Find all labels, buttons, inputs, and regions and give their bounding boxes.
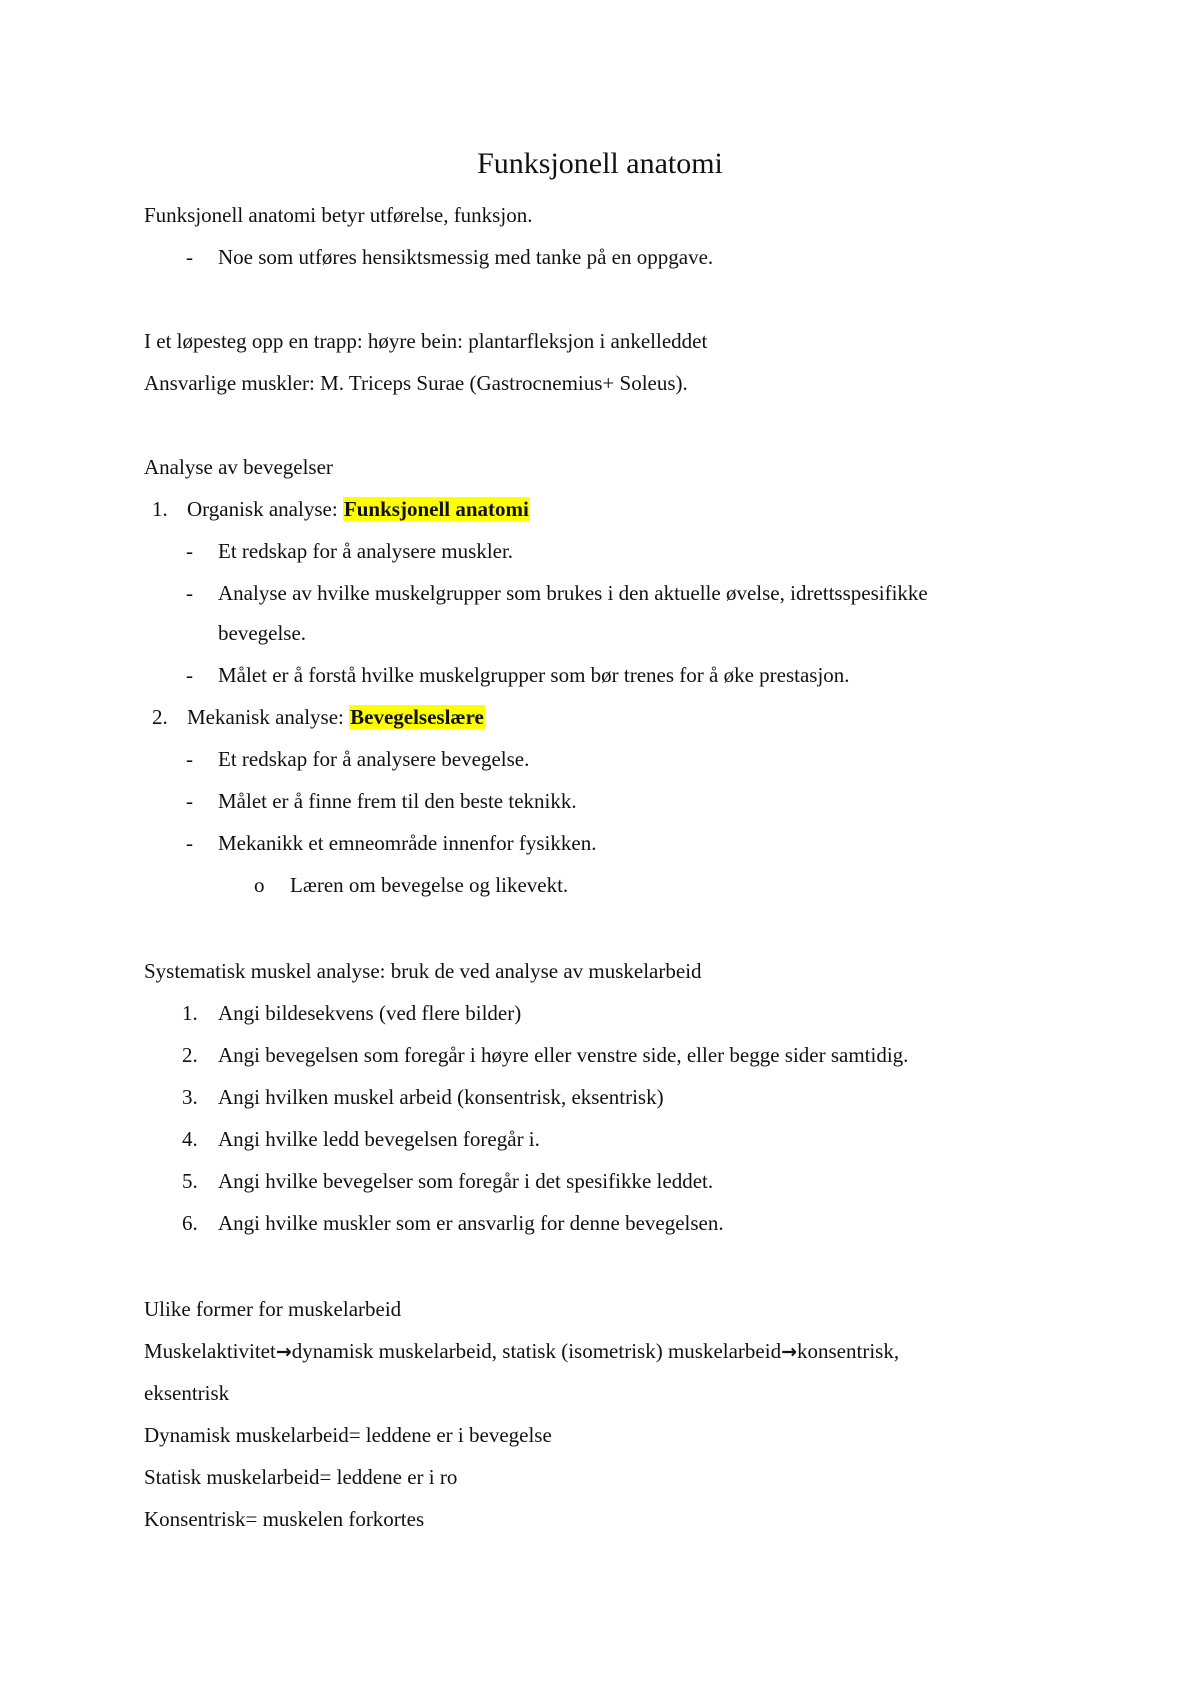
list-item: Angi hvilke ledd bevegelsen foregår i. <box>218 1127 540 1151</box>
list-item: Angi bevegelsen som foregår i høyre eller venstre side, eller begge sider samtidig. <box>218 1043 909 1067</box>
list-item: Målet er å forstå hvilke muskelgrupper som bør trenes for å øke prestasjon. <box>218 663 850 687</box>
list-item: Et redskap for å analysere muskler. <box>218 539 514 563</box>
list-item-continuation: bevegelse. <box>218 621 307 645</box>
bullet-marker: - <box>186 663 193 687</box>
list-number: 5. <box>182 1169 198 1193</box>
bullet-marker: - <box>186 789 193 813</box>
forms-line <box>144 1338 899 1365</box>
analysis-heading: Analyse av bevegelser <box>144 455 333 479</box>
list-number: 1. <box>152 497 168 521</box>
highlight-term: Bevegelseslære <box>350 705 484 729</box>
list-number: 1. <box>182 1001 198 1025</box>
intro-bullet: Noe som utføres hensiktsmessig med tanke på en oppgave. <box>218 245 714 269</box>
sub-list-item: Læren om bevegelse og likevekt. <box>290 873 569 897</box>
sub-bullet-marker: o <box>254 873 265 897</box>
analysis-item-label: Mekanisk analyse: <box>187 705 350 729</box>
definition-dynamic: Dynamisk muskelarbeid= leddene er i bevegelse <box>144 1423 552 1447</box>
bullet-marker: - <box>186 245 193 269</box>
list-item: Angi hvilken muskel arbeid (konsentrisk, eksentrisk) <box>218 1085 664 1109</box>
bullet-marker: - <box>186 539 193 563</box>
arrow-right-icon: → <box>781 1341 797 1363</box>
analysis-item-mechanical <box>187 704 485 730</box>
arrow-right-icon: → <box>275 1341 292 1363</box>
list-number: 6. <box>182 1211 198 1235</box>
definition-static: Statisk muskelarbeid= leddene er i ro <box>144 1465 458 1489</box>
list-item: Mekanikk et emneområde innenfor fysikken. <box>218 831 597 855</box>
highlight-term: Funksjonell anatomi <box>343 497 529 521</box>
list-item: Analyse av hvilke muskelgrupper som brukes i den aktuelle øvelse, idrettsspesifikke <box>218 581 928 605</box>
analysis-item-label: Organisk analyse: <box>187 497 343 521</box>
intro-text: Funksjonell anatomi betyr utførelse, funksjon. <box>144 203 533 227</box>
forms-term: Muskelaktivitet <box>144 1339 276 1363</box>
list-number: 2. <box>182 1043 198 1067</box>
list-item: Angi hvilke bevegelser som foregår i det spesifikke leddet. <box>218 1169 714 1193</box>
list-number: 3. <box>182 1085 198 1109</box>
list-item: Et redskap for å analysere bevegelse. <box>218 747 530 771</box>
example-line-1: I et løpesteg opp en trapp: høyre bein: plantarfleksjon i ankelleddet <box>144 329 708 353</box>
analysis-item-organic <box>187 496 530 522</box>
forms-line-continuation: eksentrisk <box>144 1381 230 1405</box>
forms-heading: Ulike former for muskelarbeid <box>144 1297 402 1321</box>
systematic-heading: Systematisk muskel analyse: bruk de ved analyse av muskelarbeid <box>144 959 702 983</box>
page-title: Funksjonell anatomi <box>477 147 723 180</box>
example-line-2: Ansvarlige muskler: M. Triceps Surae (Gastrocnemius+ Soleus). <box>144 371 688 395</box>
list-item: Målet er å finne frem til den beste teknikk. <box>218 789 577 813</box>
forms-term: dynamisk muskelarbeid, statisk (isometrisk) muskelarbeid <box>291 1339 782 1363</box>
bullet-marker: - <box>186 747 193 771</box>
bullet-marker: - <box>186 581 193 605</box>
list-item: Angi hvilke muskler som er ansvarlig for denne bevegelsen. <box>218 1211 724 1235</box>
list-item: Angi bildesekvens (ved flere bilder) <box>218 1001 522 1025</box>
list-number: 4. <box>182 1127 198 1151</box>
bullet-marker: - <box>186 831 193 855</box>
definition-concentric: Konsentrisk= muskelen forkortes <box>144 1507 425 1531</box>
forms-term: konsentrisk, <box>797 1339 900 1363</box>
list-number: 2. <box>152 705 168 729</box>
